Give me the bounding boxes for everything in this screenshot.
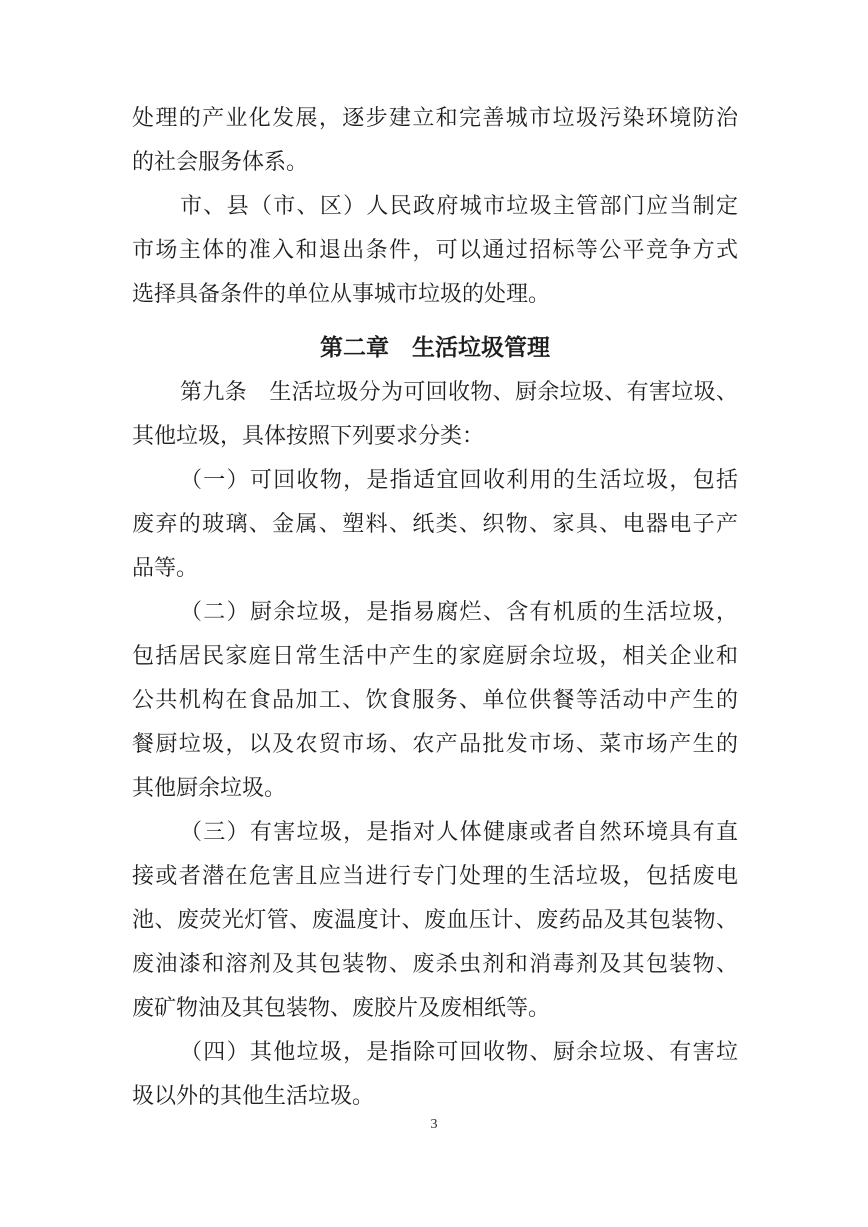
text-line: 市、县（市、区）人民政府城市垃圾主管部门应当制定 <box>180 193 738 218</box>
text-line: （一）可回收物，是指适宜回收利用的生活垃圾，包括 <box>180 467 738 492</box>
page-footer <box>0 1112 868 1138</box>
text-line: 其他厨余垃圾。 <box>132 775 287 800</box>
text-line: 废矿物油及其包装物、废胶片及废相纸等。 <box>132 995 551 1020</box>
text-line: （三）有害垃圾，是指对人体健康或者自然环境具有直 <box>180 819 738 844</box>
text-line: 废弃的玻璃、金属、塑料、纸类、织物、家具、电器电子产 <box>132 511 738 536</box>
text-line: 包括居民家庭日常生活中产生的家庭厨余垃圾，相关企业和 <box>132 643 738 668</box>
text-line: 废油漆和溶剂及其包装物、废杀虫剂和消毒剂及其包装物、 <box>132 951 738 976</box>
text-line: 圾以外的其他生活垃圾。 <box>132 1083 375 1108</box>
document-body <box>132 96 738 1118</box>
text-line: 第九条 生活垃圾分为可回收物、厨余垃圾、有害垃圾、 <box>180 379 738 404</box>
text-line: 品等。 <box>132 555 199 580</box>
text-line: 其他垃圾，具体按照下列要求分类： <box>132 423 485 448</box>
text-line: （四）其他垃圾，是指除可回收物、厨余垃圾、有害垃 <box>180 1039 738 1064</box>
text-line: 处理的产业化发展，逐步建立和完善城市垃圾污染环境防治 <box>132 105 738 130</box>
section-heading: 第二章 生活垃圾管理 <box>320 335 550 360</box>
text-line: 公共机构在食品加工、饮食服务、单位供餐等活动中产生的 <box>132 687 738 712</box>
text-line: 接或者潜在危害且应当进行专门处理的生活垃圾，包括废电 <box>132 863 738 888</box>
text-line: 市场主体的准入和退出条件，可以通过招标等公平竞争方式 <box>132 237 738 262</box>
text-line: 餐厨垃圾，以及农贸市场、农产品批发市场、菜市场产生的 <box>132 731 738 756</box>
text-line: 选择具备条件的单位从事城市垃圾的处理。 <box>132 281 551 306</box>
text-line: 的社会服务体系。 <box>132 149 309 174</box>
text-line: （二）厨余垃圾，是指易腐烂、含有机质的生活垃圾， <box>180 599 738 624</box>
page-number: 3 <box>430 1117 438 1132</box>
text-line: 池、废荧光灯管、废温度计、废血压计、废药品及其包装物、 <box>132 907 738 932</box>
